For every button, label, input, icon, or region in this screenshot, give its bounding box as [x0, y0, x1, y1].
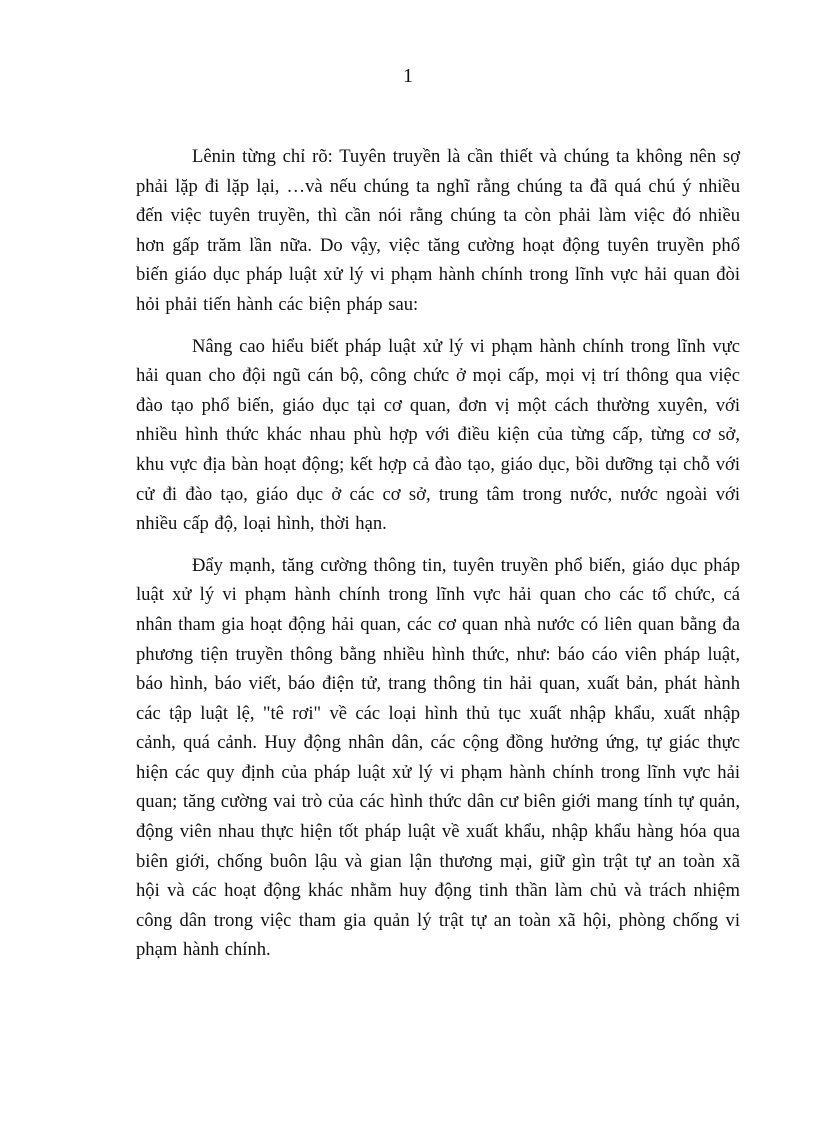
paragraph-promote-information: Đẩy mạnh, tăng cường thông tin, tuyên truyền phổ biến, giáo dục pháp luật xử lý vi phạm hành chính trong lĩnh vực hải quan cho các tổ chức, cá nhân tham gia hoạt động hải quan, các cơ quan nhà nước có liên quan bằng đa phương tiện truyền thông bằng nhiều hình thức, như: báo cáo viên pháp luật, báo hình, báo viết, báo điện tử, trang thông tin hải quan, xuất bản, phát hành các tập luật lệ, "tê rơi" về các loại hình thủ tục xuất nhập khẩu, xuất nhập cảnh, quá cảnh. Huy động nhân dân, các cộng đồng hưởng ứng, tự giác thực hiện các quy định của pháp luật xử lý vi phạm hành chính trong lĩnh vực hải quan; tăng cường vai trò của các hình thức dân cư biên giới mang tính tự quản, động viên nhau thực hiện tốt pháp luật về xuất khẩu, nhập khẩu hàng hóa qua biên giới, chống buôn lậu và gian lận thương mại, giữ gìn trật tự an toàn xã hội và các hoạt động khác nhằm huy động tinh thần làm chủ và trách nhiệm công dân trong việc tham gia quản lý trật tự an toàn xã hội, phòng chống vi phạm hành chính.	[136, 554, 740, 961]
page-number: 1	[403, 65, 413, 87]
document-body	[136, 142, 740, 977]
paragraph-raise-understanding: Nâng cao hiểu biết pháp luật xử lý vi phạm hành chính trong lĩnh vực hải quan cho đội ngũ cán bộ, công chức ở mọi cấp, mọi vị trí thông qua việc đào tạo phổ biến, giáo dục tại cơ quan, đơn vị một cách thường xuyên, với nhiều hình thức khác nhau phù hợp với điều kiện của từng cấp, từng cơ sở, khu vực địa bàn hoạt động; kết hợp cả đào tạo, giáo dục, bồi dưỡng tại chỗ với cử đi đào tạo, giáo dục ở các cơ sở, trung tâm trong nước, nước ngoài với nhiều cấp độ, loại hình, thời hạn.	[136, 335, 740, 535]
paragraph-lenin-quote: Lênin từng chỉ rõ: Tuyên truyền là cần thiết và chúng ta không nên sợ phải lặp đi lặp lại, …và nếu chúng ta nghĩ rằng chúng ta đã quá chú ý nhiều đến việc tuyên truyền, thì cần nói rằng chúng ta còn phải làm việc đó nhiều hơn gấp trăm lần nữa. Do vậy, việc tăng cường hoạt động tuyên truyền phổ biến giáo dục pháp luật xử lý vi phạm hành chính trong lĩnh vực hải quan đòi hỏi phải tiến hành các biện pháp sau:	[136, 146, 740, 315]
